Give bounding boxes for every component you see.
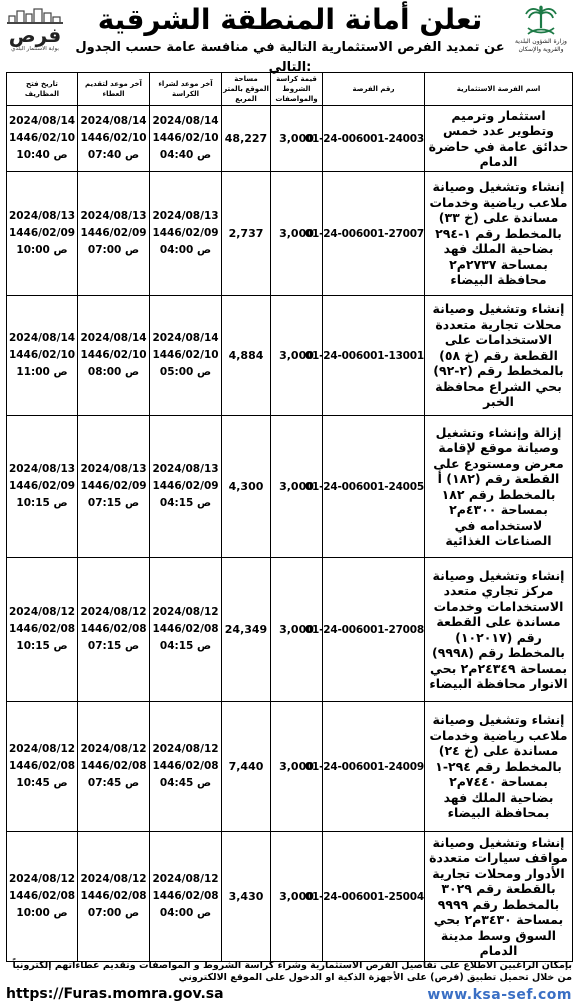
booklet-price: 3,000 (271, 106, 323, 172)
col-header-opening-date: تاريخ فتح المظاريف (7, 73, 78, 106)
opening-date: 2024/08/13 1446/02/09 10:15 ص (7, 416, 78, 558)
buy-deadline: 2024/08/13 1446/02/09 04:15 ص (150, 416, 222, 558)
opportunity-number: 01-24-006001-13001 (323, 296, 425, 416)
table-row (7, 296, 573, 416)
logo-word: فرص (8, 23, 62, 47)
ministry-name: وزارة الشؤون البلدية والقروية والإسكان (515, 38, 567, 53)
col-header-number: رقم الفرصة (323, 73, 425, 106)
opportunity-number: 01-24-006001-27007 (323, 172, 425, 296)
submit-deadline: 2024/08/13 1446/02/09 07:15 ص (78, 416, 150, 558)
opening-date: 2024/08/12 1446/02/08 10:15 ص (7, 558, 78, 702)
buy-deadline: 2024/08/12 1446/02/08 04:45 ص (150, 702, 222, 832)
opportunity-name: إنشاء وتشغيل وصيانة مركز تجاري متعدد الاستخدامات وخدمات مساندة على القطعة رقم (١٠٢٠١٧) بالمخطط رقم (٩٩٩٨) بمساحة ٢٤٣٤٩م٢ بحي الانوار محافظة البيضاء (425, 558, 573, 702)
opportunity-number: 01-24-006001-24005 (323, 416, 425, 558)
page-subtitle: عن تمديد الفرص الاستثمارية التالية في منافسة عامة حسب الجدول التالي: (75, 40, 505, 75)
buy-deadline: 2024/08/14 1446/02/10 04:40 ص (150, 106, 222, 172)
opportunity-name: إنشاء وتشغيل وصيانة ملاعب رياضية وخدمات مساندة على (خ ٣٣) بالمخطط رقم ١-٢٩٤ بضاحية الملك فهد بمساحة ٢٧٣٧م٢ محافظة البيضاء (425, 172, 573, 296)
buy-deadline: 2024/08/12 1446/02/08 04:00 ص (150, 832, 222, 962)
furas-logo (6, 8, 64, 58)
site-area: 7,440 (222, 702, 271, 832)
table-row (7, 558, 573, 702)
booklet-price: 3,000 (271, 416, 323, 558)
submit-deadline: 2024/08/14 1446/02/10 08:00 ص (78, 296, 150, 416)
opportunity-name: إنشاء وتشغيل وصيانة محلات تجارية متعددة الاستخدامات على القطعة رقم (خ ٥٨) بالمخطط رقم (٢-٩٢) بحي الشراع محافظة الخبر (425, 296, 573, 416)
opening-date: 2024/08/13 1446/02/09 10:00 ص (7, 172, 78, 296)
table-header-row (7, 73, 573, 106)
submit-deadline: 2024/08/13 1446/02/09 07:00 ص (78, 172, 150, 296)
skyline-icon (7, 8, 63, 24)
table-row (7, 416, 573, 558)
opportunity-name: استثمار وترميم وتطوير عدد خمس حدائق عامة في حاضرة الدمام (425, 106, 573, 172)
buy-deadline: 2024/08/12 1446/02/08 04:15 ص (150, 558, 222, 702)
submit-deadline: 2024/08/12 1446/02/08 07:45 ص (78, 702, 150, 832)
opportunities-table (6, 72, 573, 962)
table-row (7, 702, 573, 832)
opportunity-number: 01-24-006001-24003 (323, 106, 425, 172)
site-area: 2,737 (222, 172, 271, 296)
buy-deadline: 2024/08/13 1446/02/09 04:00 ص (150, 172, 222, 296)
logo-caption: بوابة الاستثمار البلدي (11, 46, 59, 52)
table-row (7, 832, 573, 962)
opportunity-name: إنشاء وتشغيل وصيانة ملاعب رياضية وخدمات مساندة على (خ ٢٤) بالمخطط رقم ٢٩٤-١ بمساحة ٧٤٤٠م٢ بضاحية الملك فهد بمحافظة البيضاء (425, 702, 573, 832)
opportunity-name: إزالة وإنشاء وتشغيل وصيانة موقع لإقامة معرض ومستودع على القطعة رقم (١٨٢) أ بالمخطط رقم ١٨٢ بمساحة ٤٣٠٠م٢ لاستخدامه في الصناعات الغذائية (425, 416, 573, 558)
submit-deadline: 2024/08/14 1446/02/10 07:40 ص (78, 106, 150, 172)
booklet-price: 3,000 (271, 832, 323, 962)
site-area: 3,430 (222, 832, 271, 962)
opening-date: 2024/08/12 1446/02/08 10:45 ص (7, 702, 78, 832)
site-area: 24,349 (222, 558, 271, 702)
opening-date: 2024/08/12 1446/02/08 10:00 ص (7, 832, 78, 962)
watermark: www.ksa-sef.com (427, 987, 572, 1003)
site-area: 4,884 (222, 296, 271, 416)
table-row (7, 106, 573, 172)
opportunity-number: 01-24-006001-25004 (323, 832, 425, 962)
palm-swords-icon (523, 4, 559, 38)
col-header-buy-deadline: آخر موعد لشراء الكراسة (150, 73, 222, 106)
booklet-price: 3,000 (271, 558, 323, 702)
opportunity-number: 01-24-006001-24009 (323, 702, 425, 832)
page-title: تعلن أمانة المنطقة الشرقية (97, 3, 483, 36)
opportunity-number: 01-24-006001-27008 (323, 558, 425, 702)
submit-deadline: 2024/08/12 1446/02/08 07:00 ص (78, 832, 150, 962)
footer-text: بإمكان الراغبين الاطلاع على تفاصيل الفرص الاستثمارية وشراء كراسة الشروط و المواصفات وتقديم عطاءاتهم إلكترونياً من خلال تحميل تطبيق (فرص) على الأجهزة الذكية او الدخول على الموقع الالكتروني (12, 960, 572, 983)
col-header-name: اسم الفرصة الاستثمارية (425, 73, 573, 106)
buy-deadline: 2024/08/14 1446/02/10 05:00 ص (150, 296, 222, 416)
col-header-submit-deadline: آخر موعد لتقديم العطاء (78, 73, 150, 106)
opening-date: 2024/08/14 1446/02/10 11:00 ص (7, 296, 78, 416)
site-area: 48,227 (222, 106, 271, 172)
ministry-logo (508, 4, 574, 58)
furas-website-link[interactable]: https://Furas.momra.gov.sa (6, 986, 224, 1002)
opening-date: 2024/08/14 1446/02/10 10:40 ص (7, 106, 78, 172)
booklet-price: 3,000 (271, 702, 323, 832)
opportunity-name: إنشاء وتشغيل وصيانة مواقف سيارات متعددة الأدوار ومحلات تجارية بالقطعة رقم ٣٠٢٩ بالمخطط رقم ٩٩٩٩ بمساحة ٣٤٣٠م٢ بحي السوق وسط مدينة الدمام (425, 832, 573, 962)
site-area: 4,300 (222, 416, 271, 558)
page-header (0, 0, 578, 75)
booklet-price: 3,000 (271, 296, 323, 416)
booklet-price: 3,000 (271, 172, 323, 296)
submit-deadline: 2024/08/12 1446/02/08 07:15 ص (78, 558, 150, 702)
col-header-area: مساحة الموقع بالمتر المربع (222, 73, 271, 106)
col-header-price: قيمة كراسة الشروط والمواصفات (271, 73, 323, 106)
table-row (7, 172, 573, 296)
